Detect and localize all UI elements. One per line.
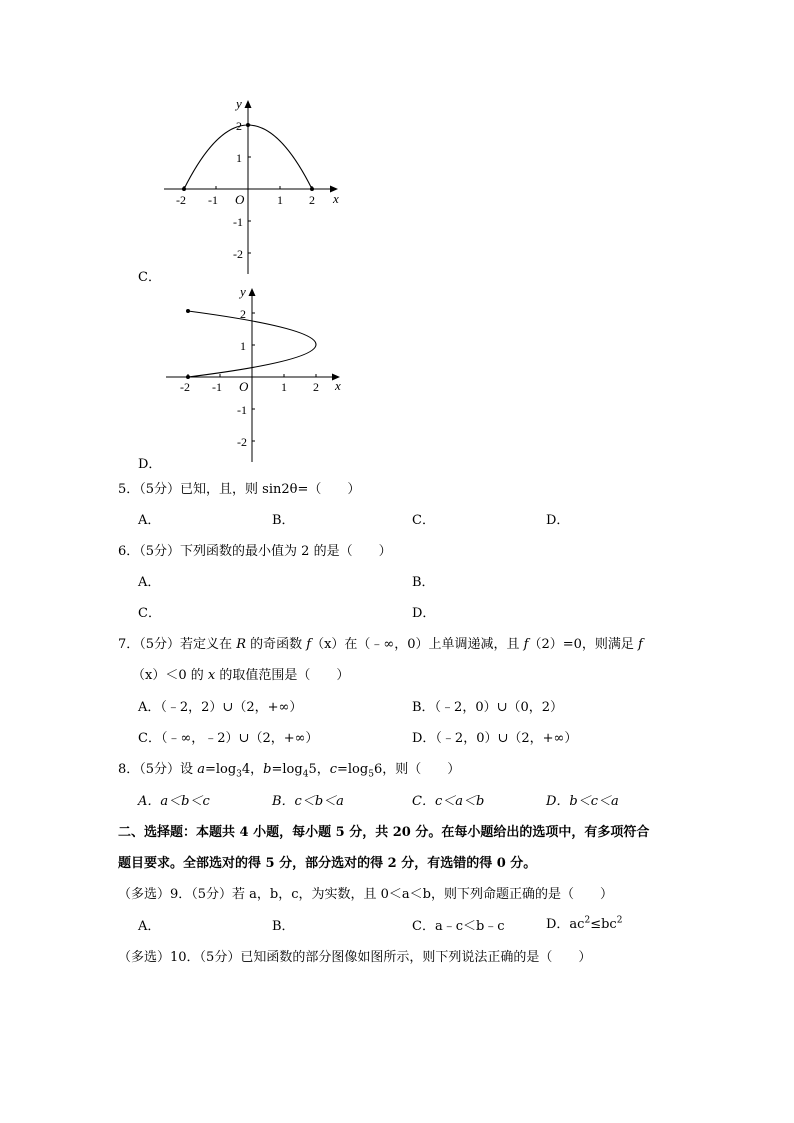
- graph-option-c: [150, 92, 350, 282]
- graph-option-d: [150, 280, 350, 470]
- q8-option-b[interactable]: B．c＜b＜a: [272, 794, 344, 809]
- question-5-stem: 5．（5分）已知，且，则 sin2θ=（ ）: [118, 482, 361, 497]
- x-tick-label: -2: [180, 380, 190, 394]
- y-axis-arrow: [249, 288, 256, 296]
- q6-option-b[interactable]: B．: [412, 575, 435, 590]
- x-tick-label: 2: [313, 380, 319, 394]
- curve-point: [186, 309, 190, 313]
- question-9-stem: （多选）9．（5分）若 a，b，c，为实数，且 0＜a＜b，则下列命题正确的是（ ）: [118, 887, 614, 902]
- origin-label: O: [239, 379, 249, 394]
- y-tick-label: -1: [237, 403, 247, 417]
- question-6-stem: 6．（5分）下列函数的最小值为 2 的是（ ）: [118, 544, 392, 559]
- curve-point: [182, 187, 186, 191]
- q8-option-d[interactable]: D．b＜c＜a: [546, 794, 619, 809]
- q9-option-a[interactable]: A．: [138, 919, 161, 934]
- section-2-instructions-line2: 题目要求。全部选对的得 5 分，部分选对的得 2 分，有选错的得 0 分。: [118, 856, 537, 871]
- q7-option-a[interactable]: A．（﹣2，2）∪（2，+∞）: [138, 700, 303, 715]
- x-tick-label: -2: [176, 193, 186, 207]
- question-7-stem-line2: （x）＜0 的 x 的取值范围是（ ）: [132, 668, 350, 683]
- q5-option-a[interactable]: A．: [138, 513, 161, 528]
- q8-option-c[interactable]: C．c＜a＜b: [412, 794, 485, 809]
- question-10-stem: （多选）10．（5分）已知函数的部分图像如图所示，则下列说法正确的是（ ）: [118, 950, 592, 965]
- section-2-instructions-line1: 二、选择题：本题共 4 小题，每小题 5 分，共 20 分。在每小题给出的选项中，有多项符合: [118, 825, 650, 840]
- y-tick-label: -2: [237, 435, 247, 449]
- x-axis-label: x: [335, 378, 341, 393]
- y-axis-label: y: [236, 96, 242, 111]
- y-tick-label: -2: [233, 247, 243, 261]
- x-tick-label: -1: [208, 193, 218, 207]
- y-tick-label: 2: [240, 307, 246, 321]
- x-tick-label: 1: [277, 193, 283, 207]
- q5-option-c[interactable]: C．: [412, 513, 435, 528]
- x-tick-label: 2: [309, 193, 315, 207]
- q7-option-d[interactable]: D．（﹣2，0）∪（2，+∞）: [412, 731, 578, 746]
- question-8-stem: 8．（5分）设 $a=\log_34$，$b=\log_45$，$c=\log_56$，则（ ）: [118, 762, 461, 780]
- y-tick-label: 1: [236, 151, 242, 165]
- x-axis-label: x: [333, 191, 339, 206]
- x-tick-label: 1: [281, 380, 287, 394]
- curve-point: [186, 375, 190, 379]
- q8-option-a[interactable]: A．a＜b＜c: [138, 794, 210, 809]
- question-7-stem-line1: 7．（5分）若定义在 R 的奇函数 f（x）在（﹣∞，0）上单调递减，且 f（2）=0，则满足 f: [118, 637, 643, 652]
- y-axis-label: y: [240, 284, 246, 299]
- q7-option-c[interactable]: C．（﹣∞，﹣2）∪（2，+∞）: [138, 731, 319, 746]
- q6-option-c[interactable]: C．: [138, 606, 161, 621]
- y-axis-arrow: [245, 100, 252, 108]
- q9-option-b[interactable]: B．: [272, 919, 295, 934]
- x-tick-label: -1: [212, 380, 222, 394]
- y-tick-label: 2: [236, 119, 242, 133]
- q5-option-d[interactable]: D．: [546, 513, 570, 528]
- y-tick-label: 1: [240, 339, 246, 353]
- q6-option-a[interactable]: A．: [138, 575, 161, 590]
- option-d-label: D．: [138, 457, 162, 472]
- y-tick-label: -1: [233, 215, 243, 229]
- q9-option-d[interactable]: D．$ac^2\le bc^2$: [546, 915, 623, 932]
- q6-option-d[interactable]: D．: [412, 606, 436, 621]
- q9-option-c[interactable]: C．a﹣c＜b﹣c: [412, 919, 505, 934]
- q5-option-b[interactable]: B．: [272, 513, 295, 528]
- origin-label: O: [235, 192, 245, 207]
- q7-option-b[interactable]: B．（﹣2，0）∪（0，2）: [412, 700, 564, 715]
- curve-point: [246, 123, 250, 127]
- curve-point: [310, 187, 314, 191]
- option-c-label: C．: [138, 270, 161, 285]
